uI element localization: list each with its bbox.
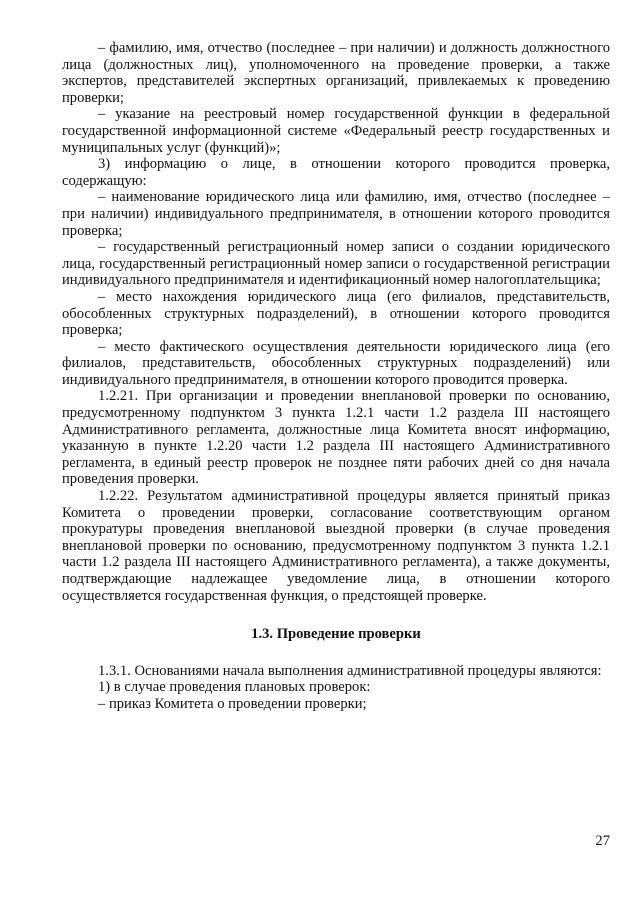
page-number: 27	[595, 833, 610, 849]
paragraph-1-3-1: 1.3.1. Основаниями начала выполнения административной процедуры являются:	[98, 662, 602, 679]
paragraph-officials-experts: – фамилию, имя, отчество (последнее – при наличии) и должность должностного лица (должностных лиц), уполномоченного на проведение проверки, а также экспертов, представителей экспертных организаций, привлекаемых к проведению проверки;	[62, 40, 610, 106]
paragraph-entity-name: – наименование юридического лица или фамилию, имя, отчество (последнее – при наличии) индивидуального предпринимателя, в отношении которого проводится проверка;	[62, 189, 610, 239]
paragraph-registration-number: – государственный регистрационный номер записи о создании юридического лица, государственный регистрационный номер записи о государственной регистрации индивидуального предпринимателя и идентификационный номер налогоплательщика;	[62, 239, 610, 289]
section-heading: 1.3. Проведение проверки	[251, 626, 421, 643]
paragraph-planned-inspections: 1) в случае проведения плановых проверок:	[98, 679, 371, 696]
paragraph-1-2-22: 1.2.22. Результатом административной процедуры является принятый приказ Комитета о проведении проверки, согласование соответствующим органом прокуратуры проведения внеплановой выездной проверки (в случае проведения внеплановой проверки по основанию, предусмотренному подпунктом 3 пункта 1.2.1 части 1.2 раздела III настоящего Административного регламента), а также документы, подтверждающие надлежащее уведомление лица, в отношении которого осуществляется государственная функция, о предстоящей проверке.	[62, 488, 610, 604]
paragraph-entity-location: – место нахождения юридического лица (его филиалов, представительств, обособленных структурных подразделений), в отношении которого проводится проверка;	[62, 288, 610, 339]
paragraph-activity-place: – место фактического осуществления деятельности юридического лица (его филиалов, представительств, обособленных структурных подразделений) или индивидуального предпринимателя, в отношении которого проводится проверка.	[62, 338, 610, 388]
document-page	[62, 40, 610, 713]
paragraph-inspected-person-info: 3) информацию о лице, в отношении которого проводится проверка, содержащую:	[62, 156, 610, 189]
paragraph-registry-number: – указание на реестровый номер государственной функции в федеральной государственной информационной системе «Федеральный реестр государственных и муниципальных услуг (функций)»;	[62, 106, 610, 156]
paragraph-1-2-21: 1.2.21. При организации и проведении внеплановой проверки по основанию, предусмотренному подпунктом 3 пункта 1.2.1 части 1.2 раздела III настоящего Административного регламента, должностные лица Комитета вносят информацию, указанную в пункте 1.2.20 части 1.2 раздела III настоящего Административного регламента, в единый реестр проверок не позднее пяти рабочих дней со дня начала проведения проверки.	[62, 388, 610, 488]
paragraph-inspection-order: – приказ Комитета о проведении проверки;	[98, 695, 367, 712]
